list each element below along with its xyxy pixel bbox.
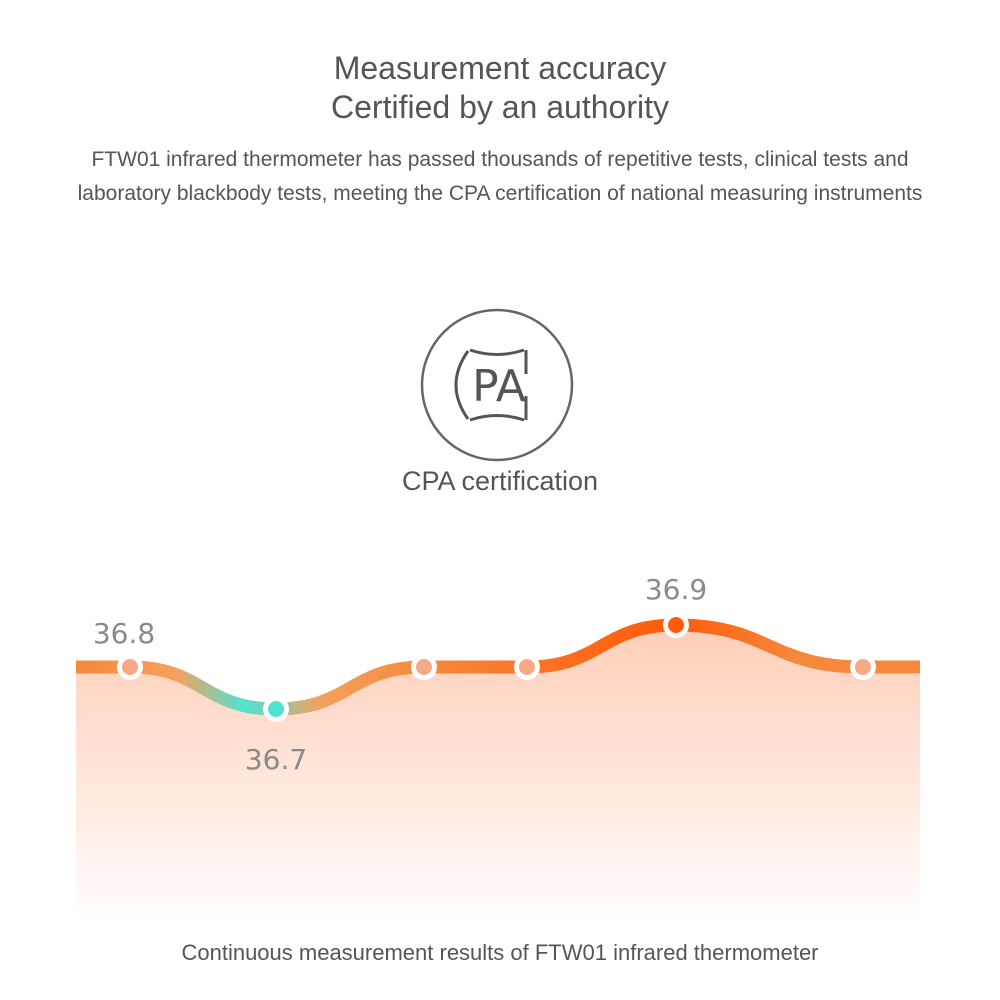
data-point-dot-5 bbox=[668, 617, 684, 633]
description-text: FTW01 infrared thermometer has passed thousands of repetitive tests, clinical tests and laboratory blackbody tests, meeting the CPA certification of national measuring instruments bbox=[77, 148, 923, 205]
cpa-logo-icon bbox=[420, 308, 574, 462]
certification-label: CPA certification bbox=[401, 466, 599, 496]
temperature-chart bbox=[0, 540, 1000, 930]
data-point-dot-3 bbox=[416, 659, 432, 675]
headline-line1: Measurement accuracy bbox=[333, 50, 667, 86]
data-point-dot-2 bbox=[268, 701, 284, 717]
data-label-5: 36.9 bbox=[644, 573, 708, 606]
cpa-logo-text: PA bbox=[472, 361, 526, 412]
data-point-dot-1 bbox=[122, 659, 138, 675]
data-label-2: 36.7 bbox=[244, 743, 308, 776]
chart-caption: Continuous measurement results of FTW01 infrared thermometer bbox=[181, 940, 819, 965]
headline-line2: Certified by an authority bbox=[331, 89, 669, 125]
data-point-dot-6 bbox=[855, 659, 871, 675]
data-label-1: 36.8 bbox=[92, 617, 156, 650]
data-point-dot-4 bbox=[519, 659, 535, 675]
